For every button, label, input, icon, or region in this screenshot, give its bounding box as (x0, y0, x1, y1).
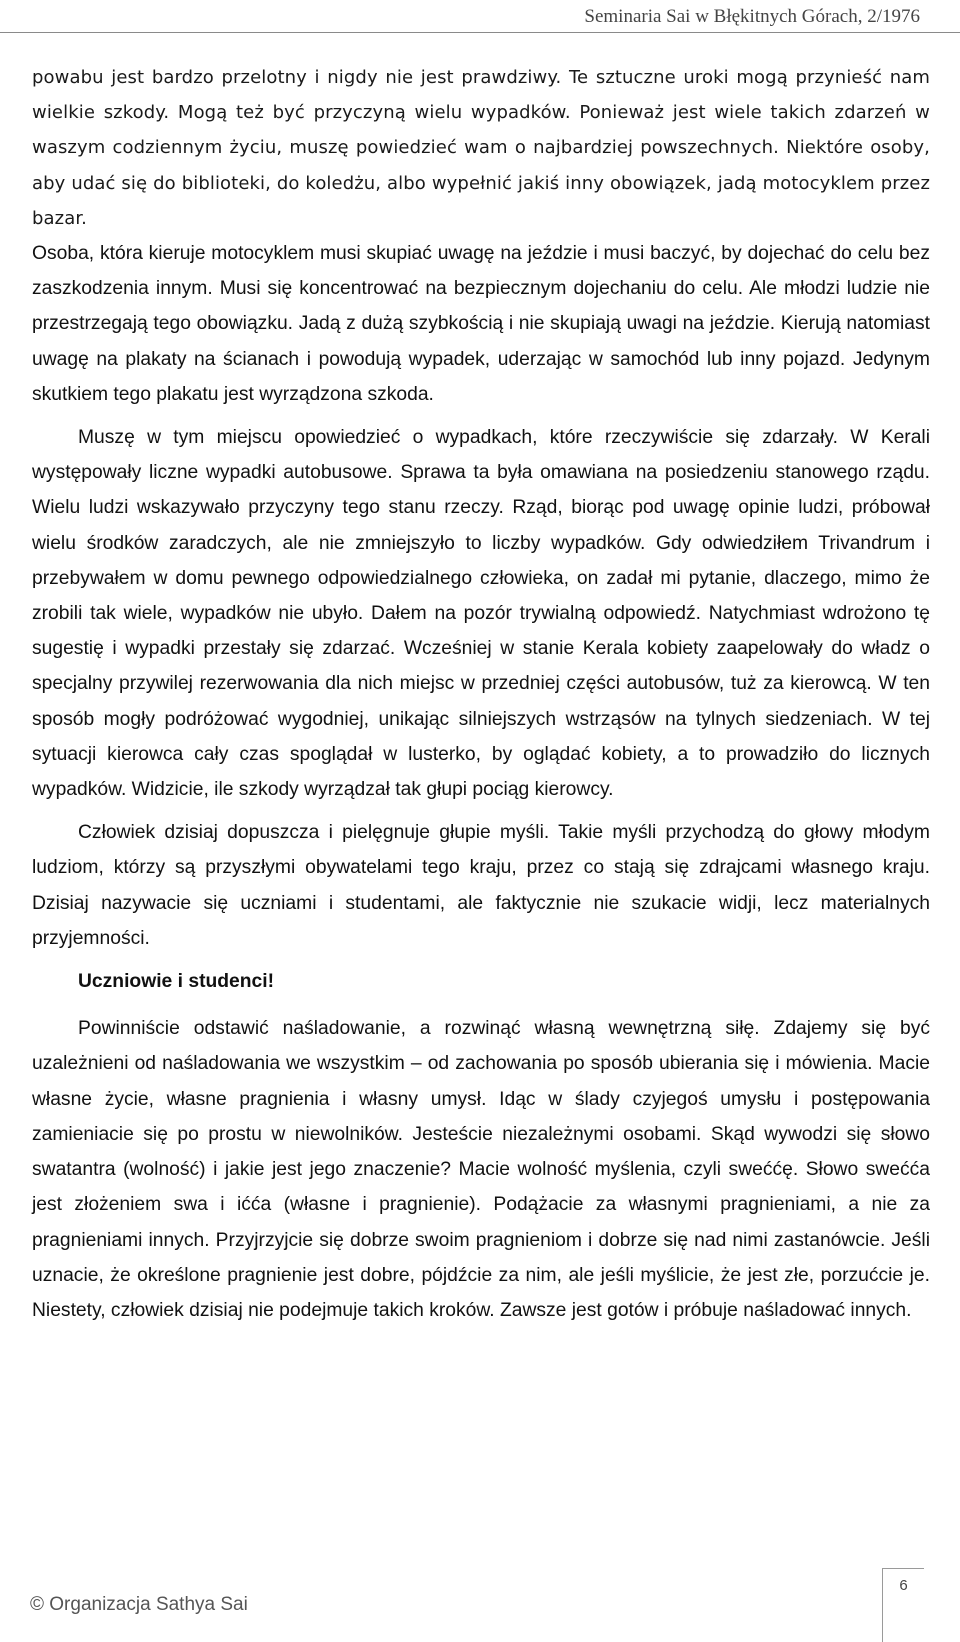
footer-copyright: © Organizacja Sathya Sai (30, 1594, 248, 1615)
paragraph-1: powabu jest bardzo przelotny i nigdy nie jest prawdziwy. Te sztuczne uroki mogą przynieść nam wielkie szkody. Mogą też być przyczyną wielu wypadków. Ponieważ jest wiele takich zdarzeń w waszym codziennym życiu, muszę powiedzieć wam o najbardziej powszechnych. Niektóre osoby, aby udać się do biblioteki, do koledżu, albo wypełnić jakiś inny obowiązek, jadą motocyklem przez bazar. (32, 67, 930, 229)
section-heading: Uczniowie i studenci! (78, 971, 275, 993)
page-header (0, 0, 960, 34)
header-title: Seminaria Sai w Błękitnych Górach, 2/1976 (584, 6, 920, 27)
paragraph-5: Powinniście odstawić naśladowanie, a rozwinąć własną wewnętrzną siłę. Zdajemy się być uzależnieni od naśladowania we wszystkim – od zachowania po sposób ubierania się i mówienia. Macie własne życie, własne pragnienia i własny umysł. Idąc w ślady czyjegoś umysłu i postępowania zamieniacie się po prostu w niewolników. Jesteście niezależnymi osobami. Skąd wywodzi się słowo swatantra (wolność) i jakie jest jego znaczenie? Macie wolność myślenia, czyli sweććę. Słowo swećća jest złożeniem swa i ićća (własne i pragnienie). Podążacie za własnymi pragnieniami, a nie za pragnieniami innych. Przyjrzyjcie się dobrze swoim pragnieniom i dobrze się nad nimi zastanówcie. Jeśli uznacie, że określone pragnienie jest dobre, pójdźcie za nim, ale jeśli myślicie, że jest złe, porzućcie je. Niestety, człowiek dzisiaj nie podejmuje takich kroków. Zawsze jest gotów i próbuje naśladować innych. (32, 1018, 930, 1321)
paragraph-2: Osoba, która kieruje motocyklem musi skupiać uwagę na jeździe i musi baczyć, by dojechać do celu bez zaszkodzenia innym. Musi się koncentrować na bezpiecznym dojechaniu do celu. Ale młodzi ludzie nie przestrzegają tego obowiązku. Jadą z dużą szybkością i nie skupiają uwagi na jeździe. Kierują natomiast uwagę na plakaty na ścianach i powodują wypadek, uderzając w samochód lub inny pojazd. Jedynym skutkiem tego plakatu jest wyrządzona szkoda. (32, 243, 930, 405)
header-rule (0, 32, 960, 33)
paragraph-4: Człowiek dzisiaj dopuszcza i pielęgnuje głupie myśli. Takie myśli przychodzą do głowy młodym ludziom, którzy są przyszłymi obywatelami tego kraju, przez co stają się zdrajcami własnego kraju. Dzisiaj nazywacie się uczniami i studentami, ale faktycznie nie szukacie widji, lecz materialnych przyjemności. (32, 822, 930, 949)
page-number-box (882, 1568, 924, 1642)
document-body (32, 60, 930, 1336)
paragraph-3: Muszę w tym miejscu opowiedzieć o wypadkach, które rzeczywiście się zdarzały. W Kerali występowały liczne wypadki autobusowe. Sprawa ta była omawiana na posiedzeniu stanowego rządu. Wielu ludzi wskazywało przyczyny tego stanu rzeczy. Rząd, biorąc pod uwagę opinie ludzi, próbował wielu środków zaradczych, ale nie zmniejszyło to liczby wypadków. Gdy odwiedziłem Trivandrum i przebywałem w domu pewnego odpowiedzialnego człowieka, on zadał mi pytanie, dlaczego, mimo że zrobili tak wiele, wypadków nie ubyło. Dałem na pozór trywialną odpowiedź. Natychmiast wdrożono tę sugestię i wypadki przestały się zdarzać. Wcześniej w stanie Kerala kobiety zaapelowały do władz o specjalny przywilej rezerwowania dla nich miejsc w przedniej części autobusów, tuż za kierowcą. W ten sposób mogły podróżować wygodniej, unikając silniejszych wstrząsów na tylnych siedzeniach. W tej sytuacji kierowca cały czas spoglądał w lusterko, by oglądać kobiety, a to prowadziło do licznych wypadków. Widzicie, ile szkody wyrządzał tak głupi pociąg kierowcy. (32, 427, 930, 801)
page-number: 6 (899, 1577, 908, 1594)
